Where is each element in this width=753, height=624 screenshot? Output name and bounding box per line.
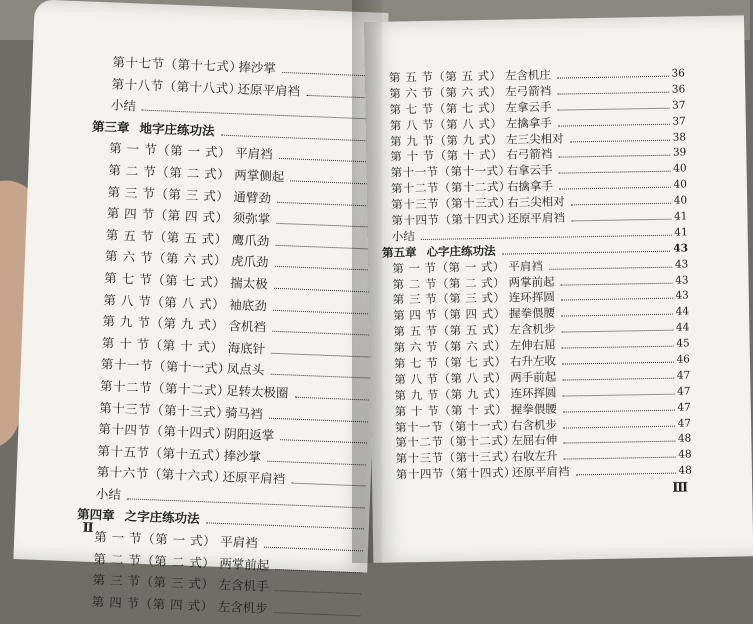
dot-leader [562,346,674,349]
section-label: 第 二 节（第 二 式） [392,275,506,292]
section-title: 平肩裆 [234,145,273,163]
section-title: 通臂劲 [233,188,272,206]
section-label: 第十二节（第十二式） [390,179,512,196]
toc-list-right [379,64,692,482]
section-label: 第 九 节（第 九 式） [389,132,503,149]
dot-leader [564,457,676,460]
section-label: 第 二 节（第 二 式） [93,550,216,571]
section-label: 第 六 节（第 六 式） [389,84,502,101]
section-title: 左伸右屈 [509,337,556,353]
section-title: 左三尖相对 [505,131,564,147]
page-number: 40 [673,162,687,175]
section-title: 左含机步 [217,598,268,616]
section-label: 第 五 节（第 五 式） [388,68,502,85]
section-title: 左拿云手 [505,99,552,115]
section-label: 第十三节（第十三式） [391,195,512,212]
section-title: 左含机步 [509,321,556,337]
chapter-label: 第四章 [76,506,115,524]
section-title: 阴阳返掌 [224,426,275,444]
section-title: 平肩裆 [219,533,258,551]
page-number: 38 [672,130,687,144]
section-label: 第 七 节（第 七 式） [103,270,227,290]
section-label: 第十四节（第十四式） [391,211,512,228]
section-label: 第十四节（第十四式） [395,465,517,482]
page-number: 48 [677,432,692,446]
section-label: 第 四 节（第 四 式） [106,205,229,226]
section-title: 右擒拿手 [506,178,554,194]
section-label: 第十二节（第十二式） [99,378,231,399]
chapter-title: 之字庄练功法 [124,508,200,527]
chapter-title: 地字庄练功法 [139,120,215,139]
dot-leader [274,612,361,616]
section-label: 第 八 节（第 八 式） [103,291,226,312]
section-label: 第 一 节（第 一 式） [94,529,217,549]
section-title: 左含机手 [218,577,269,595]
toc-list-left [73,52,384,624]
book-gutter [352,0,382,563]
section-label: 第 九 节（第 九 式） [102,313,225,334]
chapter-label: 第三章 [91,118,130,135]
page-number: 47 [677,416,692,430]
section-label: 第 三 节（第 三 式） [92,572,215,592]
dot-leader [558,123,670,126]
section-title: 右三尖相对 [507,194,565,210]
section-title: 鹰爪劲 [231,231,270,249]
page-number: 48 [678,448,692,461]
section-title: 两掌侧起 [234,167,285,185]
dot-leader [563,393,675,396]
section-label: 第 六 节（第 六 式） [393,338,507,355]
page-number: 36 [671,83,686,96]
section-title: 还原平肩裆 [222,469,286,487]
section-label: 第十七节（第十七式） [112,54,243,75]
section-label: 第 九 节（第 九 式） [394,386,508,403]
section-title: 还原平肩裆 [507,210,566,226]
section-title: 右弓箭裆 [506,147,553,162]
dot-leader [127,498,365,508]
dot-leader [563,409,675,412]
section-title: 左擒拿手 [505,115,552,131]
page-number: 44 [675,321,690,334]
section-title: 左屈右伸 [511,433,558,448]
page-number: 41 [673,210,688,223]
section-label: 第 二 节（第 二 式） [108,162,231,183]
right-page [364,15,753,563]
section-label: 第 十 节（第 十 式） [394,402,508,419]
page-number: 43 [673,242,689,255]
page-folio-right: Ⅲ [672,480,689,496]
section-label: 第十二节（第十二式） [395,433,516,451]
dot-leader [274,590,361,594]
dot-leader [570,139,670,142]
section-title: 两手前起 [510,369,557,385]
page-number: 40 [673,178,687,191]
section-title: 右收左升 [511,449,558,464]
page-number: 47 [677,401,691,414]
section-label: 第 四 节（第 四 式） [91,593,214,614]
dot-leader [561,298,673,301]
section-label: 第 十 节（第 十 式） [101,334,224,355]
page-number: 45 [676,337,690,350]
page-number: 47 [677,385,691,398]
dot-leader [571,203,671,206]
dot-leader [558,155,670,158]
section-label: 第 三 节（第 三 式） [392,291,506,308]
dot-leader [264,547,363,552]
dot-leader [561,314,673,317]
section-title: 袖底劲 [229,296,268,314]
section-label: 第十一节（第十一式） [394,418,516,435]
page-number: 46 [676,353,691,366]
section-label: 第 八 节（第 八 式） [389,116,503,133]
dot-leader [571,219,671,222]
page-number: 43 [675,273,689,287]
dot-leader [563,425,675,428]
section-label: 第 七 节（第 七 式） [393,354,507,371]
section-title: 右拿云手 [506,163,553,178]
page-number: 48 [678,464,692,477]
dot-leader [557,92,669,95]
summary-label: 小结 [110,97,137,114]
chapter-title: 心字庄练功法 [426,243,496,259]
section-label: 第 一 节（第 一 式） [392,259,506,276]
page-number: 37 [672,115,686,128]
page-number: 43 [675,289,689,303]
section-title: 虎爪劲 [230,253,269,270]
section-title: 还原平肩裆 [511,464,570,480]
section-label: 第十八节（第十八式） [111,76,242,97]
section-label: 第 七 节（第 七 式） [389,100,503,117]
dot-leader [549,266,672,269]
section-label: 第十一节（第十一式） [100,356,232,377]
section-title: 左弓箭裆 [505,83,552,99]
section-title: 骑马裆 [224,404,263,421]
dot-leader [557,76,669,79]
section-label: 第 十 节（第 十 式） [390,148,504,165]
section-title: 捧沙掌 [238,59,277,76]
page-number: 47 [676,369,691,382]
dot-leader [502,250,671,254]
section-title: 两掌前起 [508,274,555,290]
section-title: 右升左收 [509,353,557,369]
dot-leader [563,441,675,444]
section-title: 连环挥圆 [510,385,557,401]
section-title: 海底针 [227,339,266,357]
section-title: 捧沙掌 [223,447,262,465]
summary-label: 小结 [95,486,122,502]
section-label: 第十一节（第十一式） [390,163,511,180]
section-title: 足转太极圈 [225,382,289,401]
section-label: 第十三节（第十三式） [395,449,516,466]
section-label: 第 一 节（第 一 式） [108,140,232,161]
page-number: 36 [671,67,686,80]
section-label: 第 三 节（第 三 式） [107,183,230,204]
page-number: 43 [674,258,689,271]
section-label: 第十三节（第十三式） [98,399,230,420]
section-title: 两掌前起 [219,555,270,573]
summary-label: 小结 [391,229,415,244]
dot-leader [205,523,363,530]
section-title: 平肩裆 [508,258,543,274]
section-label: 第 六 节（第 六 式） [104,248,228,269]
page-number: 39 [672,146,687,160]
section-title: 左含机庄 [504,67,552,83]
dot-leader [561,330,673,333]
section-label: 第 五 节（第 五 式） [393,322,507,339]
chapter-label: 第五章 [381,244,417,260]
section-label: 第十六节（第十六式） [96,464,227,485]
dot-leader [562,362,674,365]
dot-leader [559,187,671,190]
section-title: 含机裆 [228,318,267,335]
dot-leader [575,473,675,476]
section-title: 连环挥圆 [508,290,555,305]
section-title: 还原平肩裆 [237,80,301,99]
page-number: 40 [673,194,688,207]
section-title: 右含机步 [510,417,558,433]
page-number: 41 [674,226,688,239]
section-title: 揣太极 [229,275,268,292]
dot-leader [275,569,362,573]
page-number: 37 [672,99,686,112]
left-page [13,0,388,616]
dot-leader [562,378,674,381]
section-title: 须弥掌 [232,210,271,227]
section-title: 握拳偎腰 [508,306,556,321]
section-label: 第十四节（第十四式） [98,421,229,442]
section-title: 握拳偎腰 [510,401,557,417]
dot-leader [561,282,673,285]
page-number: 44 [675,305,690,318]
dot-leader [142,110,380,120]
section-label: 第 五 节（第 五 式） [105,227,229,247]
dot-leader [559,171,671,174]
section-label: 第十五节（第十五式） [97,442,228,463]
dot-leader [558,107,670,110]
page-folio-left: Ⅱ [82,520,94,537]
section-title: 凤点头 [226,361,265,378]
section-label: 第 四 节（第 四 式） [393,306,506,323]
section-label: 第 八 节（第 八 式） [394,370,507,387]
